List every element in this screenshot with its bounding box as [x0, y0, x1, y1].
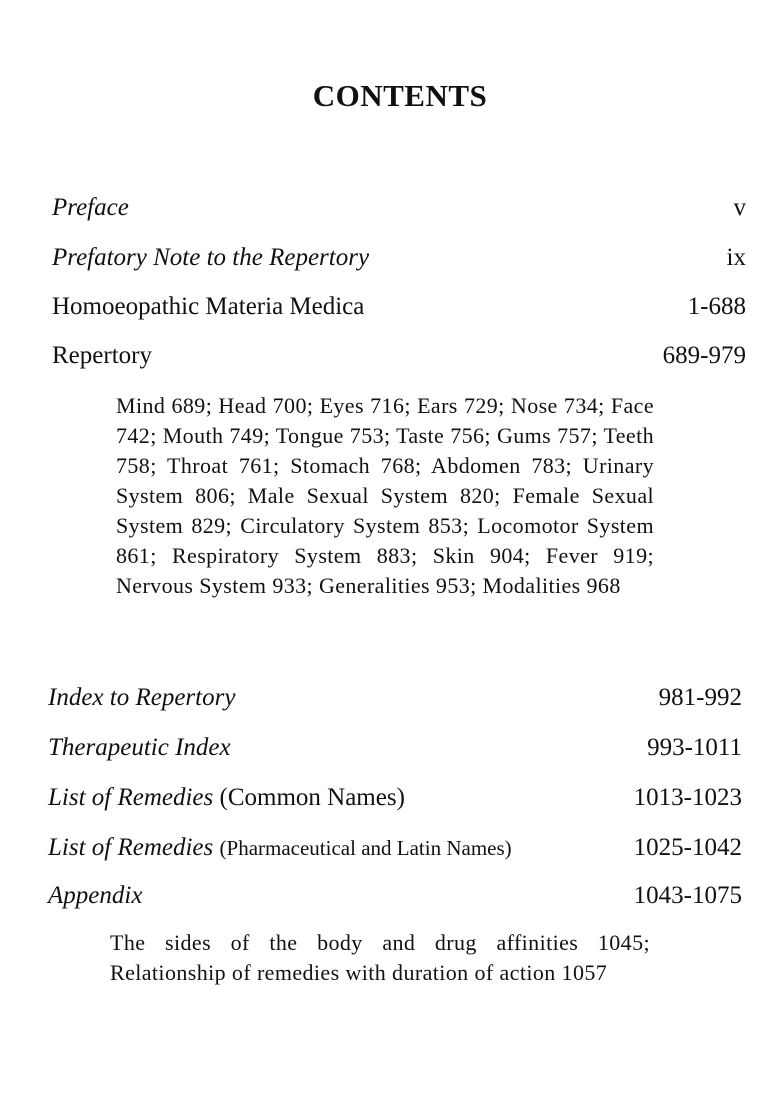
toc-entry-page: 689-979: [662, 342, 746, 369]
repertory-sections: Mind 689; Head 700; Eyes 716; Ears 729; Nose 734; Face 742; Mouth 749; Tongue 753; Taste 756; Gums 757; Teeth 758; Throat 761; Stomach 768; Abdomen 783; Urinary System 806; Male Sexual System 820; Female Sexual System 829; Circulatory System 853; Locomotor System 861; Respiratory System 883; Skin 904; Fever 919; Nervous System 933; Generalities 953; Modalities 968: [116, 393, 654, 598]
toc-entry-page: 1013-1023: [633, 784, 742, 811]
toc-entry-prefatory-note[interactable]: [52, 240, 746, 276]
toc-entry-therapeutic-index[interactable]: [48, 730, 742, 766]
toc-entry-page: ix: [726, 244, 746, 271]
toc-entry-label: Therapeutic Index: [48, 734, 231, 761]
toc-entry-label: Appendix: [48, 882, 143, 909]
page-title: CONTENTS: [312, 78, 488, 113]
toc-entry-label: Repertory: [52, 342, 152, 369]
toc-entry-label: List of Remedies: [48, 834, 214, 861]
toc-entry-page: 993-1011: [647, 734, 742, 761]
toc-entry-remedies-common[interactable]: [48, 780, 742, 816]
toc-entry-suffix: (Common Names): [219, 784, 405, 811]
toc-entry-label: Index to Repertory: [48, 684, 236, 711]
toc-entry-label: Prefatory Note to the Repertory: [52, 244, 370, 271]
toc-entry-label: List of Remedies: [48, 784, 214, 811]
toc-entry-page: v: [733, 194, 746, 221]
appendix-sections: The sides of the body and drug affinities 1045; Relationship of remedies with duration of action 1057: [110, 930, 650, 985]
toc-entry-page: 1-688: [687, 293, 746, 320]
toc-entry-page: 981-992: [658, 684, 742, 711]
toc-entry-suffix: (Pharmaceutical and Latin Names): [219, 836, 512, 860]
toc-entry-preface[interactable]: [52, 190, 746, 226]
toc-entry-index-to-repertory[interactable]: [48, 680, 742, 716]
toc-entry-label: Homoeopathic Materia Medica: [52, 293, 365, 320]
toc-entry-repertory[interactable]: [52, 338, 746, 374]
toc-entry-label: Preface: [52, 194, 129, 221]
toc-entry-page: 1043-1075: [633, 882, 742, 909]
toc-entry-appendix[interactable]: [48, 878, 742, 914]
toc-entry-page: 1025-1042: [633, 834, 742, 861]
toc-entry-remedies-latin[interactable]: [48, 830, 742, 866]
toc-entry-materia-medica[interactable]: [52, 289, 746, 325]
